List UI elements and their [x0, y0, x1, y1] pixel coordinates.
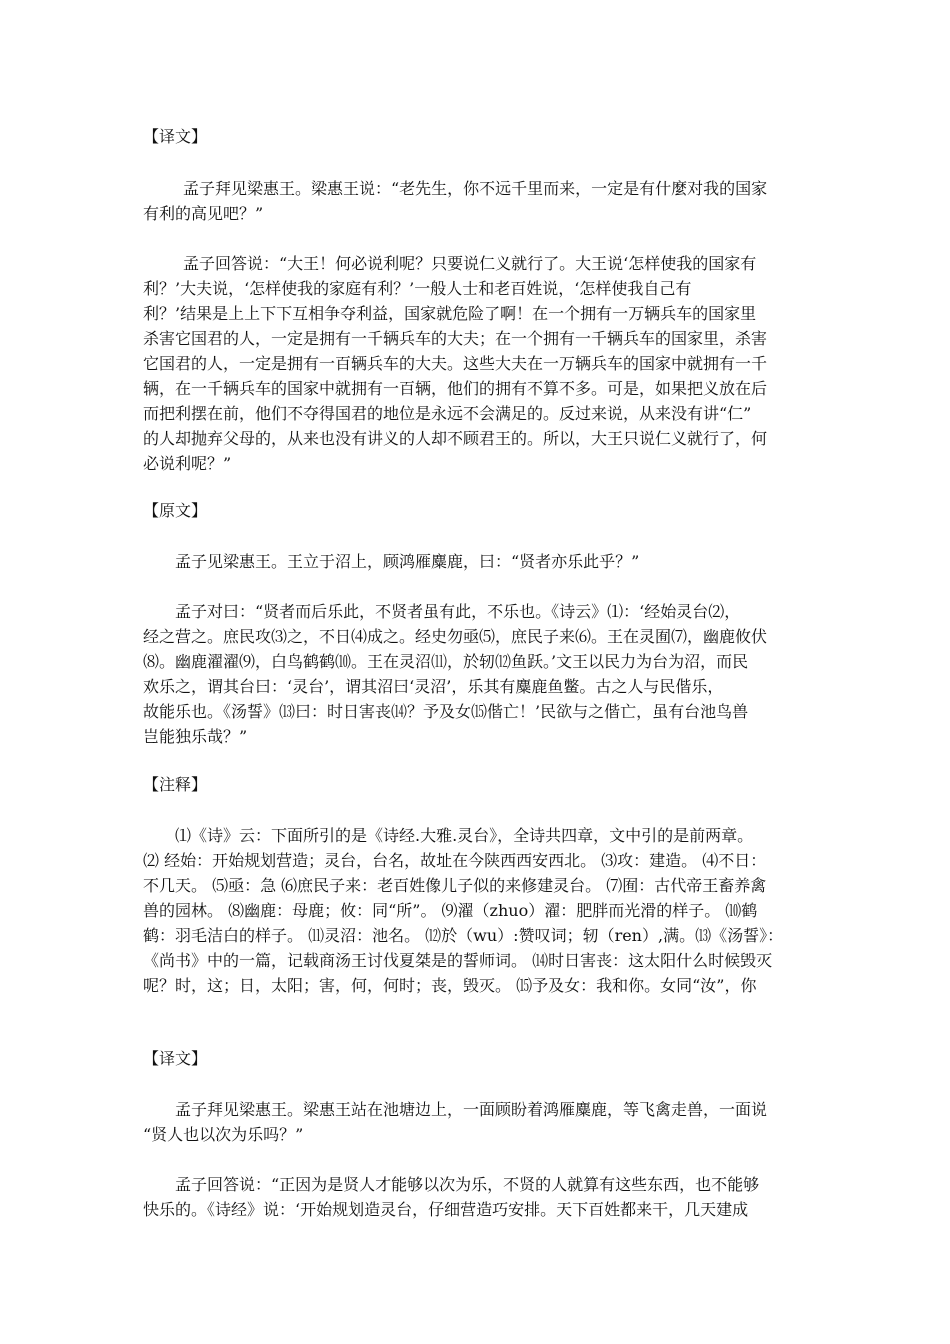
- paragraph: [143, 823, 815, 998]
- text-line: 利？’结果是上上下下互相争夺利益，国家就危险了啊！在一个拥有一万辆兵车的国家里: [143, 304, 757, 323]
- text-line: 它国君的人，一定是拥有一百辆兵车的大夫。这些大夫在一万辆兵车的国家中就拥有一千: [143, 354, 768, 373]
- text-line: 呢？时，这；日，太阳；害，何，何时；丧，毁灭。 ⒂予及女：我和你。女同“汝”，你: [143, 976, 757, 995]
- text-line: 利？’大夫说，‘怎样使我的家庭有利？’一般人士和老百姓说，‘怎样使我自己有: [143, 279, 692, 298]
- text-line: 孟子见梁惠王。王立于沼上，顾鸿雁麋鹿，曰：“贤者亦乐此乎？”: [175, 552, 640, 571]
- text-line: 辆，在一千辆兵车的国家中就拥有一百辆，他们的拥有不算不多。可是，如果把义放在后: [143, 379, 768, 398]
- section-heading: 【原文】: [143, 501, 208, 520]
- text-line: 而把利摆在前，他们不夺得国君的地位是永远不会满足的。反过来说，从来没有讲“仁”: [143, 404, 752, 423]
- text-line: 不几天。 ⑸亟：急 ⑹庶民子来：老百姓像儿子似的来修建灵台。 ⑺囿：古代帝王畜养禽: [143, 876, 767, 895]
- section-heading: 【注释】: [143, 775, 208, 794]
- section-heading: 【译文】: [143, 127, 208, 146]
- text-line: 孟子拜见梁惠王。梁惠王说：“老先生，你不远千里而来，一定是有什麼对我的国家: [183, 179, 768, 198]
- section-heading: 【译文】: [143, 1049, 208, 1068]
- text-line: 兽的园林。 ⑻幽鹿：母鹿；攸：同“所”。 ⑼濯（zhuo）濯：肥胖而光滑的样子。 ⑽鹤: [143, 901, 758, 920]
- text-line: “贤人也以次为乐吗？”: [143, 1125, 304, 1144]
- text-line: 孟子拜见梁惠王。梁惠王站在池塘边上，一面顾盼着鸿雁麋鹿，等飞禽走兽，一面说: [175, 1100, 768, 1119]
- text-line: ⑵ 经始：开始规划营造；灵台，台名，故址在今陕西西安西北。 ⑶攻：建造。 ⑷不日：: [143, 851, 767, 870]
- text-line: 岂能独乐哉？”: [143, 727, 248, 746]
- text-line: 杀害它国君的人，一定是拥有一千辆兵车的大夫；在一个拥有一千辆兵车的国家里，杀害: [143, 329, 768, 348]
- paragraph: [143, 1097, 815, 1147]
- text-line: 《尚书》中的一篇，记载商汤王讨伐夏桀是的誓师词。 ⒁时日害丧：这太阳什么时候毁灭: [143, 951, 773, 970]
- text-line: 欢乐之，谓其台曰：‘灵台’，谓其沼曰‘灵沼’，乐其有麋鹿鱼鳖。古之人与民偕乐，: [143, 677, 724, 696]
- text-line: 快乐的。《诗经》说：‘开始规划造灵台，仔细营造巧安排。天下百姓都来干，几天建成: [143, 1200, 749, 1219]
- text-line: 孟子对曰：“贤者而后乐此，不贤者虽有此，不乐也。《诗云》⑴：‘经始灵台⑵，: [175, 602, 741, 621]
- text-line: ⑻。幽鹿濯濯⑼，白鸟鹤鹤⑽。王在灵沼⑾，於轫⑿鱼跃。’文王以民力为台为沼，而民: [143, 652, 749, 671]
- text-line: ⑴《诗》云：下面所引的是《诗经.大雅.灵台》，全诗共四章，文中引的是前两章。: [175, 826, 754, 845]
- paragraph: [143, 599, 815, 749]
- text-line: 的人却抛弃父母的，从来也没有讲义的人却不顾君王的。所以，大王只说仁义就行了，何: [143, 429, 768, 448]
- text-line: 必说利呢？”: [143, 454, 232, 473]
- text-line: 经之营之。庶民攻⑶之，不日⑷成之。经史勿亟⑸，庶民子来⑹。王在灵囿⑺，幽鹿攸伏: [143, 627, 768, 646]
- paragraph: [143, 176, 815, 226]
- text-line: 鹤：羽毛洁白的样子。 ⑾灵沼：池名。 ⑿於（wu）:赞叹词；轫（ren）,满。⒀《汤誓》：: [143, 926, 784, 945]
- text-line: 孟子回答说：“正因为是贤人才能够以次为乐，不贤的人就算有这些东西，也不能够: [175, 1175, 760, 1194]
- text-line: 孟子回答说：“大王！何必说利呢？只要说仁义就行了。大王说‘怎样使我的国家有: [183, 254, 757, 273]
- paragraph: [143, 549, 815, 574]
- text-line: 有利的高见吧？”: [143, 204, 264, 223]
- text-line: 故能乐也。《汤誓》⒀曰：时日害丧⒁？予及女⒂偕亡！’民欲与之偕亡，虽有台池鸟兽: [143, 702, 749, 721]
- paragraph: [143, 1172, 815, 1222]
- paragraph: [143, 251, 815, 476]
